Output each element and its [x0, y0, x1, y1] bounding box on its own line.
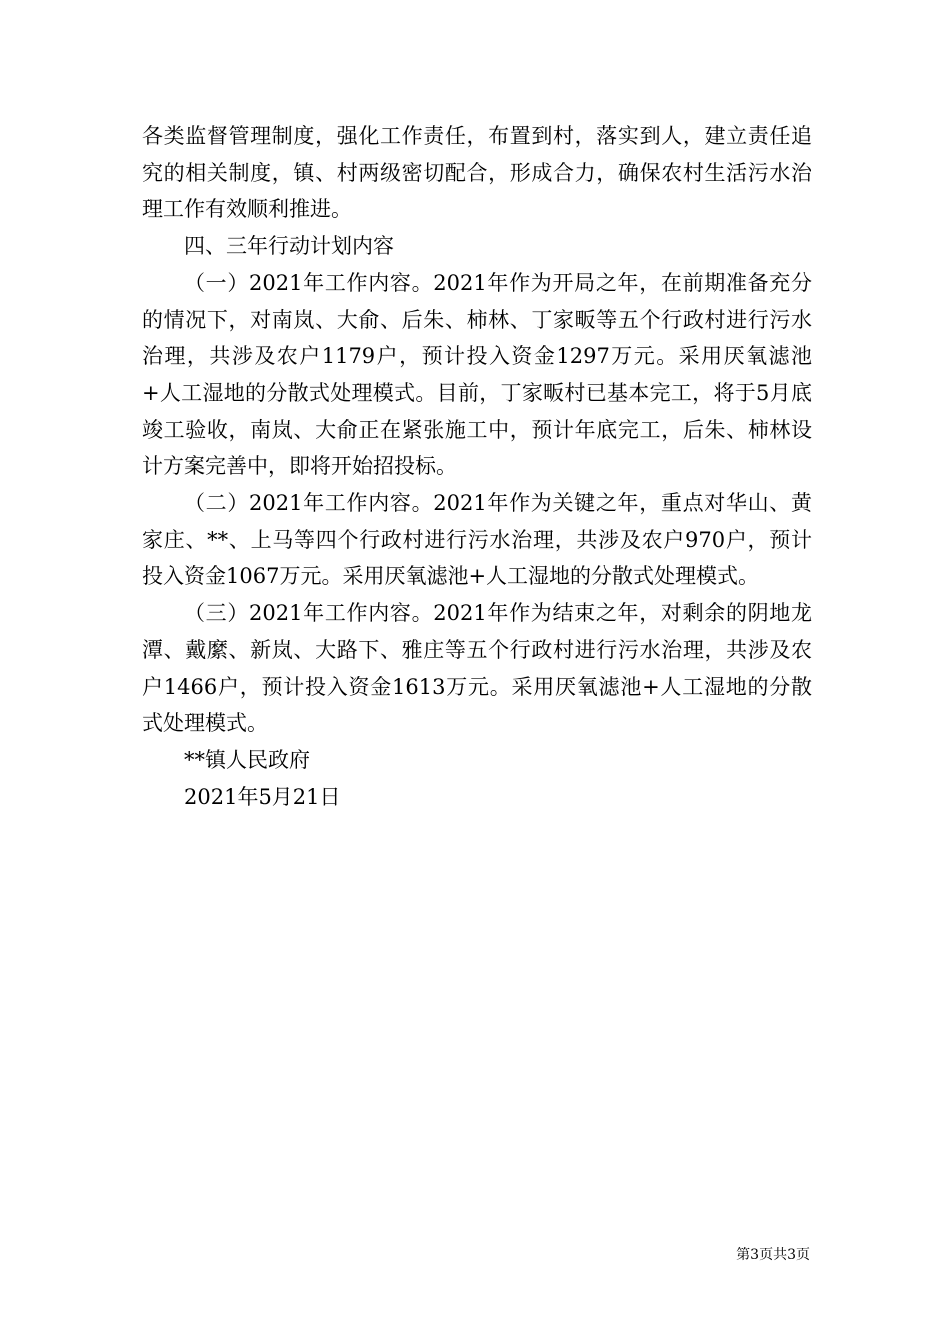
section-heading: 四、三年行动计划内容 — [184, 234, 394, 259]
paragraph-plan-three: （三）2021年工作内容。2021年作为结束之年，对剩余的阴地龙潭、戴縻、新岚、大路下、雅庄等五个行政村进行污水治理，共涉及农户1466户，预计投入资金1613万元。采用厌氧滤池+人工湿地的分散式处理模式。 — [142, 601, 812, 736]
signature-date: 2021年5月21日 — [184, 784, 341, 809]
paragraph-plan-one: （一）2021年工作内容。2021年作为开局之年，在前期准备充分的情况下，对南岚、大俞、后朱、柿林、丁家畈等五个行政村进行污水治理，共涉及农户1179户，预计投入资金1297万元。采用厌氧滤池+人工湿地的分散式处理模式。目前，丁家畈村已基本完工，将于5月底竣工验收，南岚、大俞正在紧张施工中，预计年底完工，后朱、柿林设计方案完善中，即将开始招投标。 — [142, 270, 812, 479]
signature-organization: **镇人民政府 — [184, 747, 310, 772]
document-body — [142, 118, 812, 815]
paragraph-continuation: 各类监督管理制度，强化工作责任，布置到村，落实到人，建立责任追究的相关制度，镇、村两级密切配合，形成合力，确保农村生活污水治理工作有效顺利推进。 — [142, 124, 812, 222]
page-number: 第3页共3页 — [736, 1247, 810, 1263]
paragraph-plan-two: （二）2021年工作内容。2021年作为关键之年，重点对华山、黄家庄、**、上马等四个行政村进行污水治理，共涉及农户970户，预计投入资金1067万元。采用厌氧滤池+人工湿地的分散式处理模式。 — [142, 491, 812, 589]
